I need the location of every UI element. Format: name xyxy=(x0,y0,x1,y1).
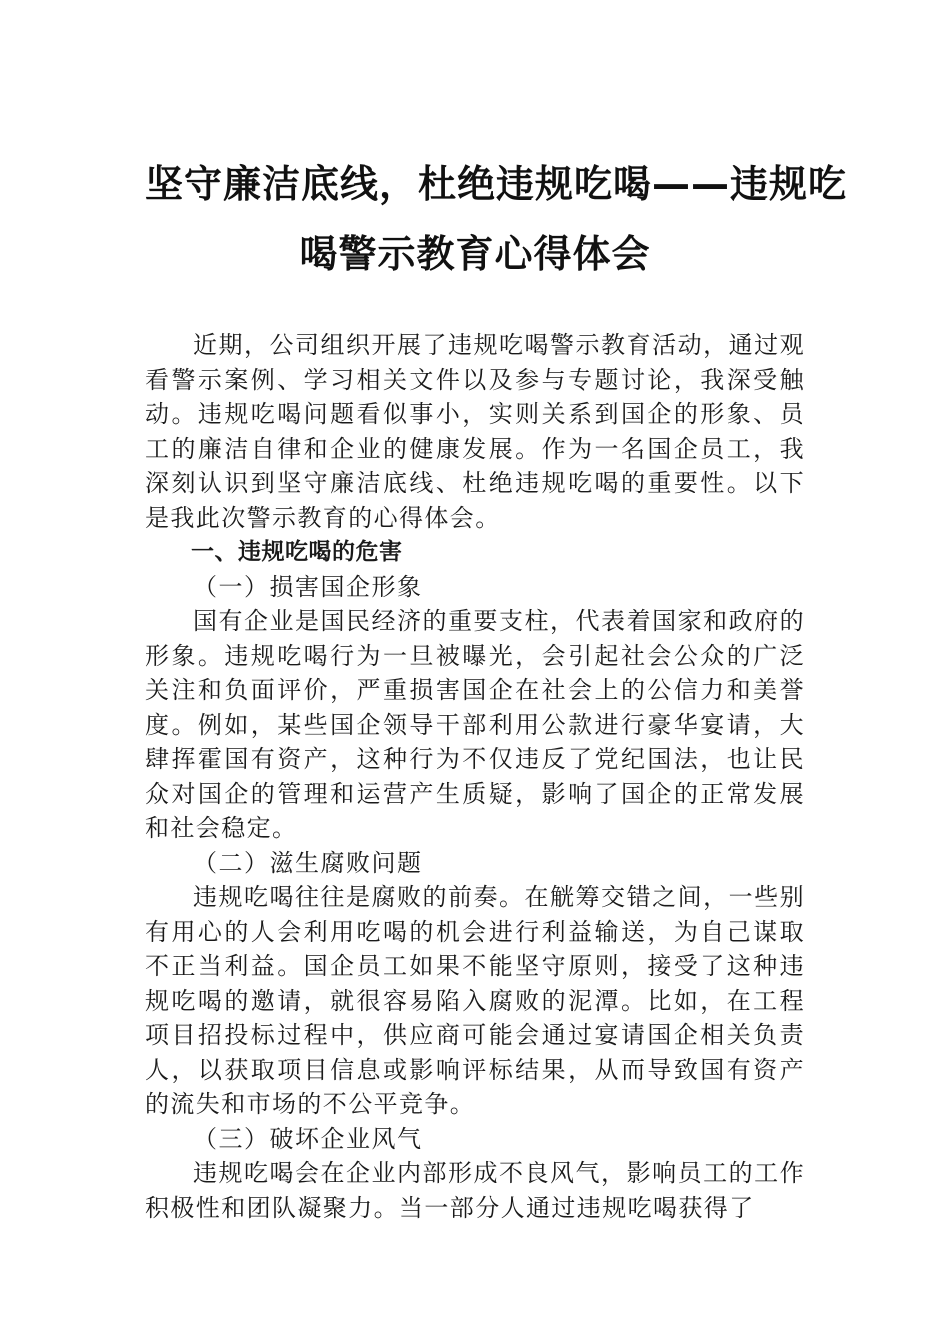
subsection-heading-1: （一）损害国企形象 xyxy=(193,572,423,601)
subsection-paragraph-2: 违规吃喝往往是腐败的前奏。在觥筹交错之间，一些别有用心的人会利用吃喝的机会进行利益输送，为自己谋取不正当利益。国企员工如果不能坚守原则，接受了这种违规吃喝的邀请，就很容易陷入腐败的泥潭。比如，在工程项目招投标过程中，供应商可能会通过宴请国企相关负责人，以获取项目信息或影响评标结果，从而导致国有资产的流失和市场的不公平竞争。 xyxy=(145,883,805,1118)
subsection-paragraph-1: 国有企业是国民经济的重要支柱，代表着国家和政府的形象。违规吃喝行为一旦被曝光，会引起社会公众的广泛关注和负面评价，严重损害国企在社会上的公信力和美誉度。例如，某些国企领导干部利用公款进行豪华宴请，大肆挥霍国有资产，这种行为不仅违反了党纪国法，也让民众对国企的管理和运营产生质疑，影响了国企的正常发展和社会稳定。 xyxy=(145,607,805,842)
document-title-line-1: 坚守廉洁底线，杜绝违规吃喝——违规吃 xyxy=(145,162,848,206)
subsection-paragraph-3: 违规吃喝会在企业内部形成不良风气，影响员工的工作积极性和团队凝聚力。当一部分人通过违规吃喝获得了 xyxy=(145,1159,805,1222)
subsection-heading-2: （二）滋生腐败问题 xyxy=(193,848,423,877)
section-heading-1: 一、违规吃喝的危害 xyxy=(191,539,403,565)
document-title-line-2: 喝警示教育心得体会 xyxy=(299,232,651,276)
intro-paragraph: 近期，公司组织开展了违规吃喝警示教育活动，通过观看警示案例、学习相关文件以及参与专题讨论，我深受触动。违规吃喝问题看似事小，实则关系到国企的形象、员工的廉洁自律和企业的健康发展。作为一名国企员工，我深刻认识到坚守廉洁底线、杜绝违规吃喝的重要性。以下是我此次警示教育的心得体会。 xyxy=(145,331,805,532)
subsection-heading-3: （三）破坏企业风气 xyxy=(193,1124,423,1153)
document-body xyxy=(145,328,805,1225)
